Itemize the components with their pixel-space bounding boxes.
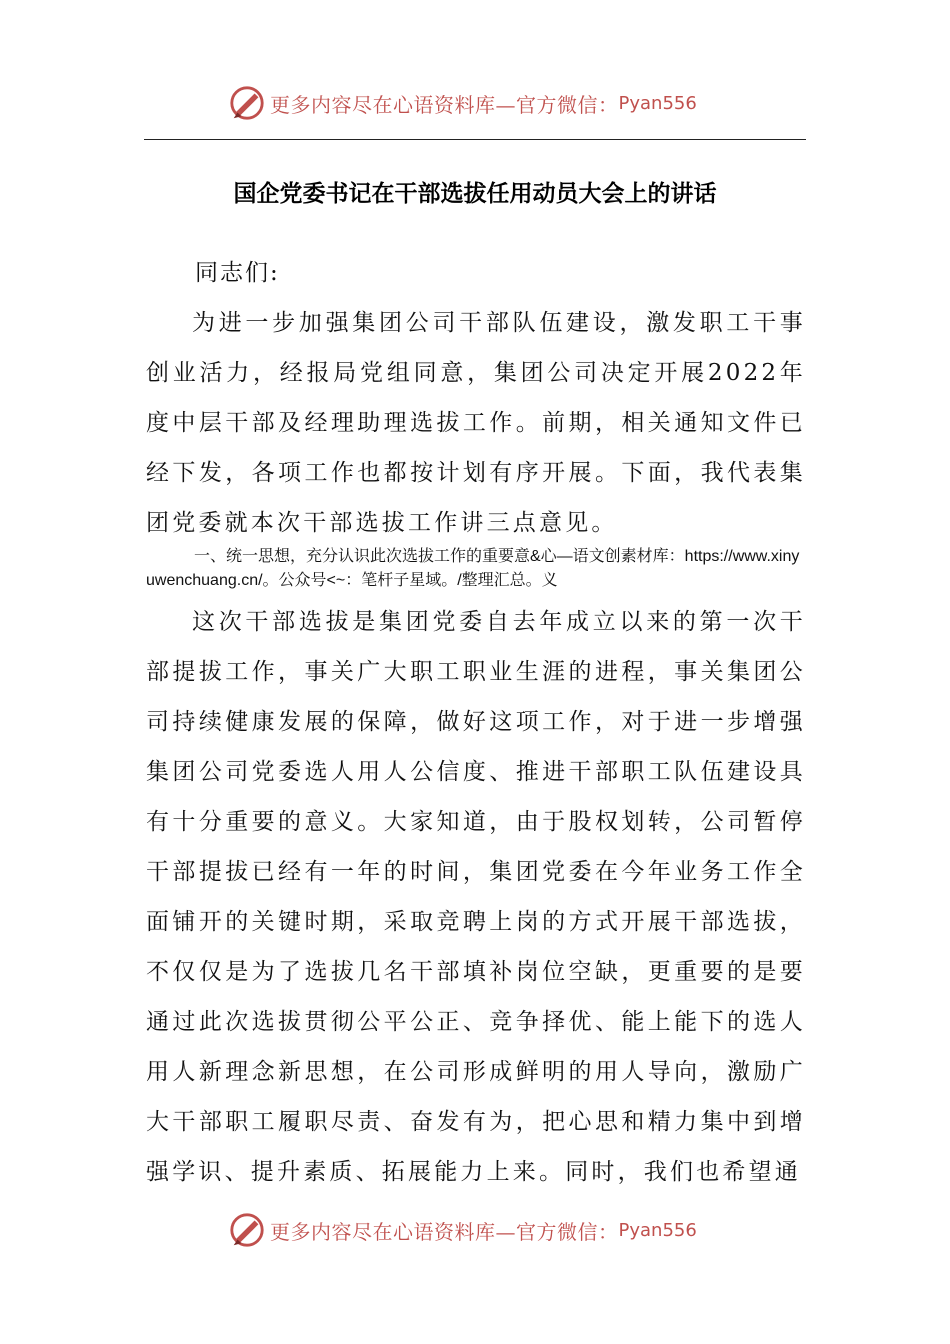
- salutation: 同志们:: [195, 260, 280, 286]
- header-banner: [228, 83, 697, 123]
- header-divider: [144, 139, 806, 140]
- paragraph-2: [146, 597, 806, 1197]
- document-title: 国企党委书记在干部选拔任用动员大会上的讲话: [233, 180, 717, 207]
- banner-text: 更多内容尽在心语资料库—官方微信：: [270, 92, 619, 117]
- banner-text: 更多内容尽在心语资料库—官方微信：: [270, 1219, 619, 1244]
- pen-logo-icon: [228, 1211, 266, 1249]
- paragraph-text: 为进一步加强集团公司干部队伍建设，激发职工干事创业活力，经报局党组同意，集团公司决定开展2022年度中层干部及经理助理选拔工作。前期，相关通知文件已经下发，各项工作也都按计划有序开展。下面，我代表集团党委就本次干部选拔工作讲三点意见。: [146, 310, 806, 536]
- paragraph-1: [146, 298, 806, 548]
- banner-wechat-id: Pyan556: [618, 1219, 697, 1241]
- paragraph-text: 这次干部选拔是集团党委自去年成立以来的第一次干部提拔工作，事关广大职工职业生涯的进程，事关集团公司持续健康发展的保障，做好这项工作，对于进一步增强集团公司党委选人用人公信度、推进干部职工队伍建设具有十分重要的意义。大家知道，由于股权划转，公司暂停干部提拔已经有一年的时间，集团党委在今年业务工作全面铺开的关键时期，采取竞聘上岗的方式开展干部选拔，不仅仅是为了选拔几名干部填补岗位空缺，更重要的是要通过此次选拔贯彻公平公正、竞争择优、能上能下的选人用人新理念新思想，在公司形成鲜明的用人导向，激励广大干部职工履职尽责、奋发有为，把心思和精力集中到增强学识、提升素质、拓展能力上来。同时，我们也希望通: [146, 609, 806, 1185]
- banner-wechat-id: Pyan556: [618, 92, 697, 114]
- pen-logo-icon: [228, 84, 266, 122]
- footer-banner: [228, 1210, 697, 1250]
- section-heading-1: 一、统一思想，充分认识此次选拔工作的重要意&心—语文创素材库：https://www.xinyuwenchuang.cn/。公众号<~：笔杆子星域。/整理汇总。义: [146, 548, 800, 589]
